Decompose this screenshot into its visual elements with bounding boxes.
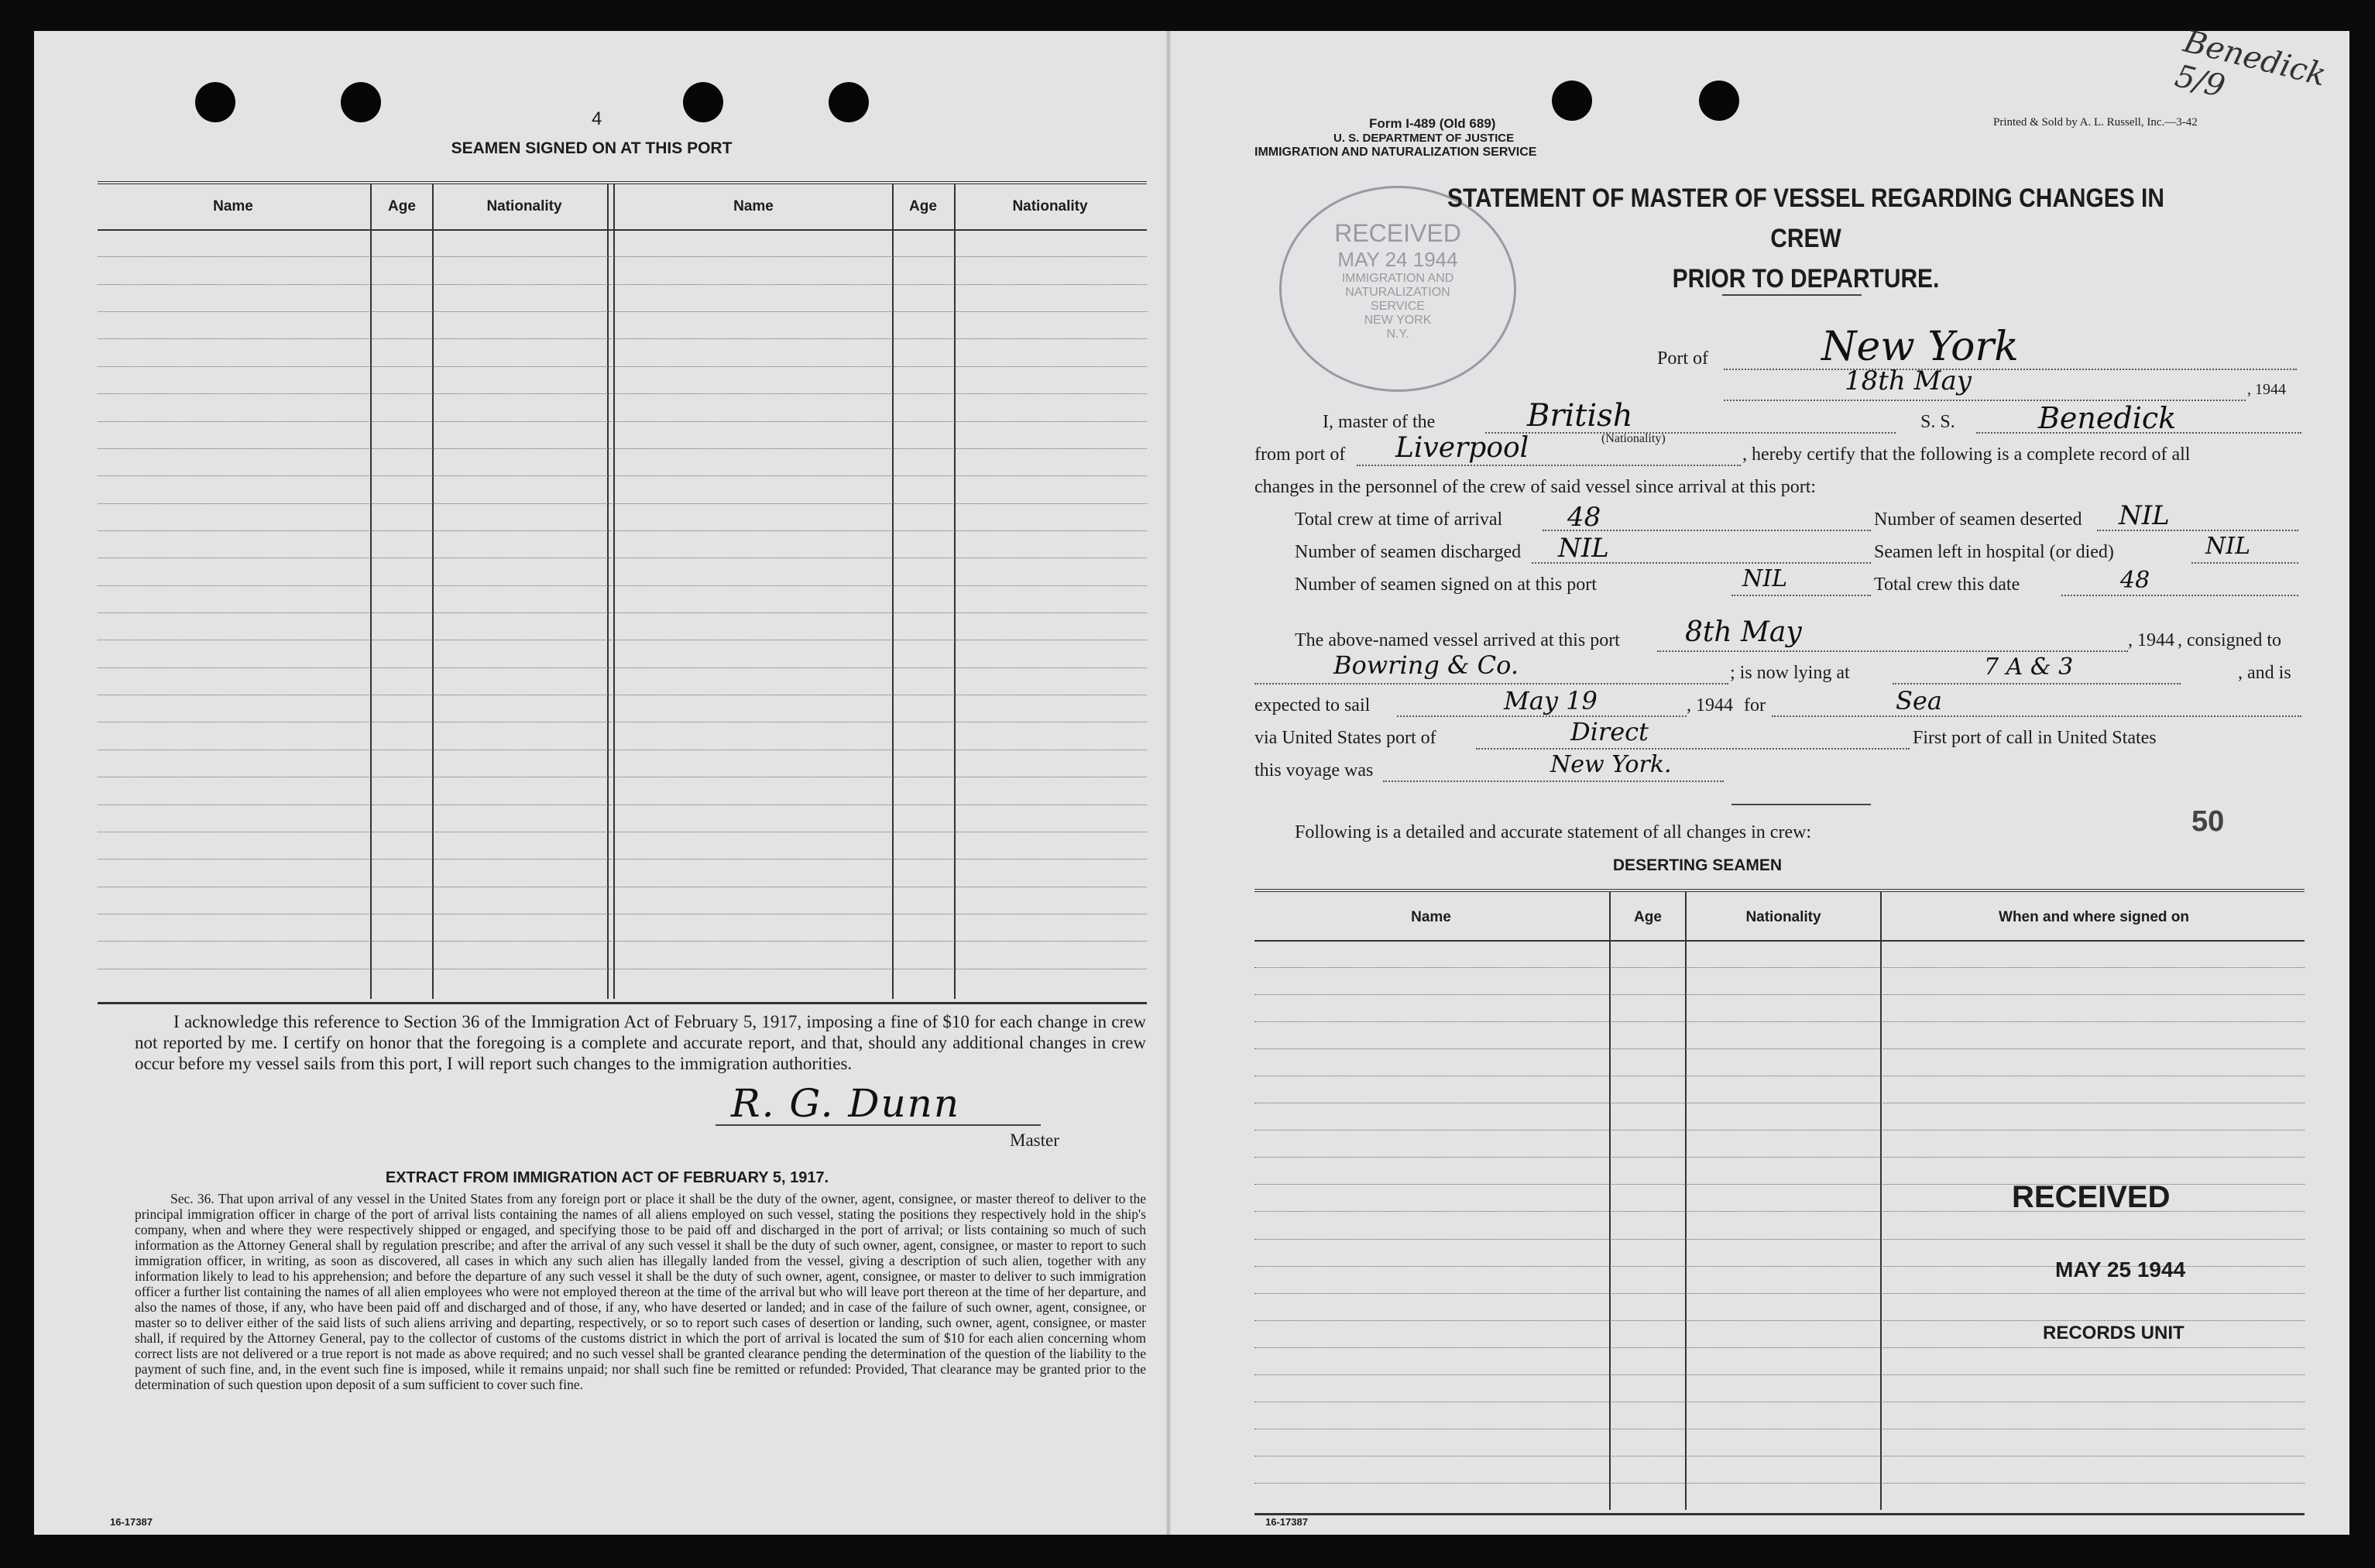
date-year: , 1944 <box>2247 381 2286 398</box>
table-row <box>1254 1483 2305 1484</box>
corner-annotation: Benedick 5/9 <box>2171 23 2330 105</box>
via-line <box>1476 748 1910 750</box>
signed-on-label: Number of seamen signed on at this port <box>1295 575 1597 595</box>
lying-value: 7 A & 3 <box>1984 654 2074 681</box>
consignee-value: Bowring & Co. <box>1333 650 1519 680</box>
left-page <box>34 31 1166 1535</box>
table-row <box>98 612 1147 613</box>
statement-title-line1: STATEMENT OF MASTER OF VESSEL REGARDING CHANGES IN CREW <box>1447 184 2164 253</box>
table-row <box>98 284 1147 285</box>
sail-year: , 1944 <box>1687 695 1733 715</box>
table-row <box>1254 1048 2305 1049</box>
deserted-value: NIL <box>2119 500 2170 531</box>
printer-credit: Printed & Sold by A. L. Russell, Inc.—3-42 <box>1993 116 2198 129</box>
column-header-age: Age <box>909 198 937 214</box>
table-row <box>1254 1347 2305 1348</box>
ship-line <box>1976 432 2301 434</box>
port-label: Port of <box>1657 348 1708 369</box>
consignee-line <box>1254 683 1728 684</box>
for-label: for <box>1744 695 1766 715</box>
page-count: 50 <box>2191 805 2225 838</box>
column-header-name: Name <box>733 198 774 214</box>
right-page <box>1171 23 2349 1535</box>
column-header-age: Age <box>1634 909 1662 925</box>
column-header-name: Name <box>213 198 253 214</box>
acknowledgement-text: I acknowledge this reference to Section 36 of the Immigration Act of February 5, 1917, imposing a fine of $10 for each change in crew not reported by me. I certify on honor that the foregoing is a complete and accurate report, and that, should any additional changes in crew occur before my vessel sails from this port, I will report such changes to the immigration authorities. <box>135 1012 1146 1073</box>
arrival-value: 8th May <box>1685 616 1802 648</box>
table-row <box>98 585 1147 586</box>
table-row <box>98 366 1147 367</box>
deserted-label: Number of seamen deserted <box>1874 510 2082 530</box>
left-page-title: SEAMEN SIGNED ON AT THIS PORT <box>451 139 733 157</box>
form-number: Form I-489 (Old 689) <box>1369 116 1496 131</box>
table-row <box>98 941 1147 942</box>
page-number: 4 <box>592 108 602 129</box>
port-line <box>1724 369 2297 370</box>
arrival-label: The above-named vessel arrived at this port <box>1295 630 1620 650</box>
ship-name-value: Benedick <box>2038 401 2177 435</box>
stat-line <box>2191 562 2298 564</box>
table-row <box>98 393 1147 394</box>
via-label: via United States port of <box>1254 728 1436 748</box>
voyage-line <box>1383 781 1724 782</box>
received-stamp-unit: RECORDS UNIT <box>2043 1323 2185 1343</box>
table-row <box>1254 1374 2305 1375</box>
table-row <box>98 421 1147 422</box>
for-line <box>1772 715 2301 717</box>
hospital-label: Seamen left in hospital (or died) <box>1874 542 2114 562</box>
port-row <box>1657 348 1708 369</box>
stamp-line: NEW YORK <box>1364 314 1432 327</box>
and-is: , and is <box>2238 663 2291 683</box>
column-header-nationality: Nationality <box>1012 198 1088 214</box>
nationality-line <box>1485 432 1896 434</box>
table-row <box>1254 994 2305 995</box>
first-port-label: First port of call in United States <box>1913 728 2157 748</box>
scanned-document <box>34 23 2349 1535</box>
signature-line <box>716 1124 1041 1126</box>
table-row <box>98 530 1147 531</box>
table-row <box>1254 1320 2305 1321</box>
from-port-value: Liverpool <box>1395 432 1529 464</box>
consigned-label: , consigned to <box>2178 630 2281 650</box>
nationality-caption: (Nationality) <box>1601 432 1666 445</box>
table-row <box>98 503 1147 504</box>
service-name: IMMIGRATION AND NATURALIZATION SERVICE <box>1254 146 1537 159</box>
stamp-line: IMMIGRATION AND <box>1341 272 1454 285</box>
sail-value: May 19 <box>1504 686 1598 715</box>
deserting-title: DESERTING SEAMEN <box>1612 856 1783 874</box>
date-value: 18th May <box>1845 365 1972 396</box>
table-row <box>1254 1239 2305 1240</box>
stat-line <box>1543 530 1871 531</box>
department-name: U. S. DEPARTMENT OF JUSTICE <box>1333 132 1515 145</box>
stamp-line: SERVICE <box>1371 300 1425 313</box>
signed-on-value: NIL <box>1742 565 1788 592</box>
lying-line <box>1893 683 2181 684</box>
stamp-line: NATURALIZATION <box>1345 286 1450 299</box>
column-header-nationality: Nationality <box>486 198 562 214</box>
voyage-value: New York. <box>1550 751 1672 778</box>
table-row <box>1254 967 2305 968</box>
total-date-label: Total crew this date <box>1874 575 2020 595</box>
column-header-name: Name <box>1411 909 1451 925</box>
table-row <box>98 338 1147 339</box>
sail-label: expected to sail <box>1254 695 1371 715</box>
arrival-line <box>1657 650 2128 652</box>
lying-label: ; is now lying at <box>1730 663 1850 683</box>
stat-line <box>2061 595 2298 596</box>
table-row <box>1254 1293 2305 1294</box>
form-code: 16-17387 <box>1265 1516 1308 1528</box>
column-header-when-where: When and where signed on <box>1999 909 2189 925</box>
statement-title-line2: PRIOR TO DEPARTURE. <box>1672 264 1940 293</box>
total-arrival-value: 48 <box>1567 502 1601 533</box>
table-row <box>98 256 1147 257</box>
title-rule <box>1722 294 1862 296</box>
mid-rule <box>1731 804 1871 805</box>
voyage-label: this voyage was <box>1254 760 1374 781</box>
received-stamp-word: RECEIVED <box>2012 1180 2171 1214</box>
seamen-signed-on-table <box>98 181 1147 1004</box>
stat-line <box>1532 562 1871 564</box>
ss-label: S. S. <box>1920 412 1955 432</box>
following-text: Following is a detailed and accurate statement of all changes in crew: <box>1295 822 1812 842</box>
total-date-value: 48 <box>2120 567 2150 594</box>
table-row <box>98 475 1147 476</box>
port-value: New York <box>1821 324 2019 370</box>
changes-text: changes in the personnel of the crew of said vessel since arrival at this port: <box>1254 477 1817 497</box>
master-signature: R. G. Dunn <box>731 1081 961 1126</box>
extract-title: EXTRACT FROM IMMIGRATION ACT OF FEBRUARY 5, 1917. <box>385 1169 829 1186</box>
stat-line <box>2097 530 2298 531</box>
table-row <box>1254 1021 2305 1022</box>
from-port-line <box>1357 465 1741 466</box>
table-rows <box>1254 940 2305 1510</box>
stamp-word: RECEIVED <box>1334 219 1461 247</box>
stamp-date: MAY 24 1944 <box>1337 248 1458 271</box>
hospital-value: NIL <box>2205 533 2251 560</box>
statement-title <box>1417 178 2194 299</box>
for-value: Sea <box>1896 686 1942 715</box>
total-arrival-label: Total crew at time of arrival <box>1295 510 1503 530</box>
arrival-year: , 1944 <box>2128 630 2174 650</box>
table-row <box>1254 1130 2305 1131</box>
received-stamp-date: MAY 25 1944 <box>2055 1257 2186 1282</box>
signature-title: Master <box>1010 1131 1059 1150</box>
stamp-line: N.Y. <box>1386 328 1409 341</box>
discharged-value: NIL <box>1558 533 1609 564</box>
master-label: I, master of the <box>1323 412 1436 432</box>
column-header-age: Age <box>388 198 416 214</box>
certify-text: , hereby certify that the following is a complete record of all <box>1742 444 2191 465</box>
via-value: Direct <box>1570 717 1649 746</box>
table-row <box>98 311 1147 312</box>
table-rows <box>98 229 1147 996</box>
from-port-label: from port of <box>1254 444 1346 465</box>
discharged-label: Number of seamen discharged <box>1295 542 1522 562</box>
table-row <box>98 667 1147 668</box>
column-header-nationality: Nationality <box>1745 909 1821 925</box>
stat-line <box>1731 595 1871 596</box>
extract-text: Sec. 36. That upon arrival of any vessel in the United States from any foreign port or place it shall be the duty of the owner, agent, consignee, or master thereof to deliver to the principal immigration officer in charge of the port of arrival lists containing the names of all aliens employed on such vessel, stating the positions they respectively hold in the ship's company, when and where they were respectively shipped or engaged, and specifying those to be paid off and discharged in the port of arrival; or lists containing so much of such information as the Attorney General shall by regulation prescribe; and after the arrival of any such vessel it shall be the duty of such owner, agent, consignee, or master to report to such immigration officer, in writing, as soon as discovered, all cases in which any such alien has illegally landed from the vessel, giving a description of such alien, together with any information likely to lead to his apprehension; and before the departure of any such vessel it shall be the duty of such owner, agent, consignee, or master to deliver to such immigration officer a further list containing the names of all alien employees who were not employed thereon at the time of the arrival but who will leave port thereon at the time of her departure, and also the names of those, if any, who have been paid off and discharged and of those, if any, who have deserted or landed; and in case of the failure of such owner, agent, consignee, or master so to deliver either of the said lists of such aliens arriving and departing, respectively, or so to report such cases of desertion or landing, such owner, agent, consignee, or master shall, if required by the Attorney General, pay to the collector of customs of the customs district in which the port of arrival is located the sum of $10 for each alien concerning whom correct lists are not delivered or a true report is not made as above required; and no such vessel shall be granted clearance pending the determination of the question of the liability to the payment of such fine, and, in the event such fine is imposed, while it remains unpaid; nor shall such fine be remitted or refunded: Provided, That clearance may be granted prior to the determination of such question upon deposit of a sum sufficient to cover such fine. <box>135 1191 1146 1392</box>
table-row <box>1254 1157 2305 1158</box>
table-row <box>98 448 1147 449</box>
nationality-value: British <box>1527 398 1633 434</box>
form-code: 16-17387 <box>110 1516 153 1528</box>
